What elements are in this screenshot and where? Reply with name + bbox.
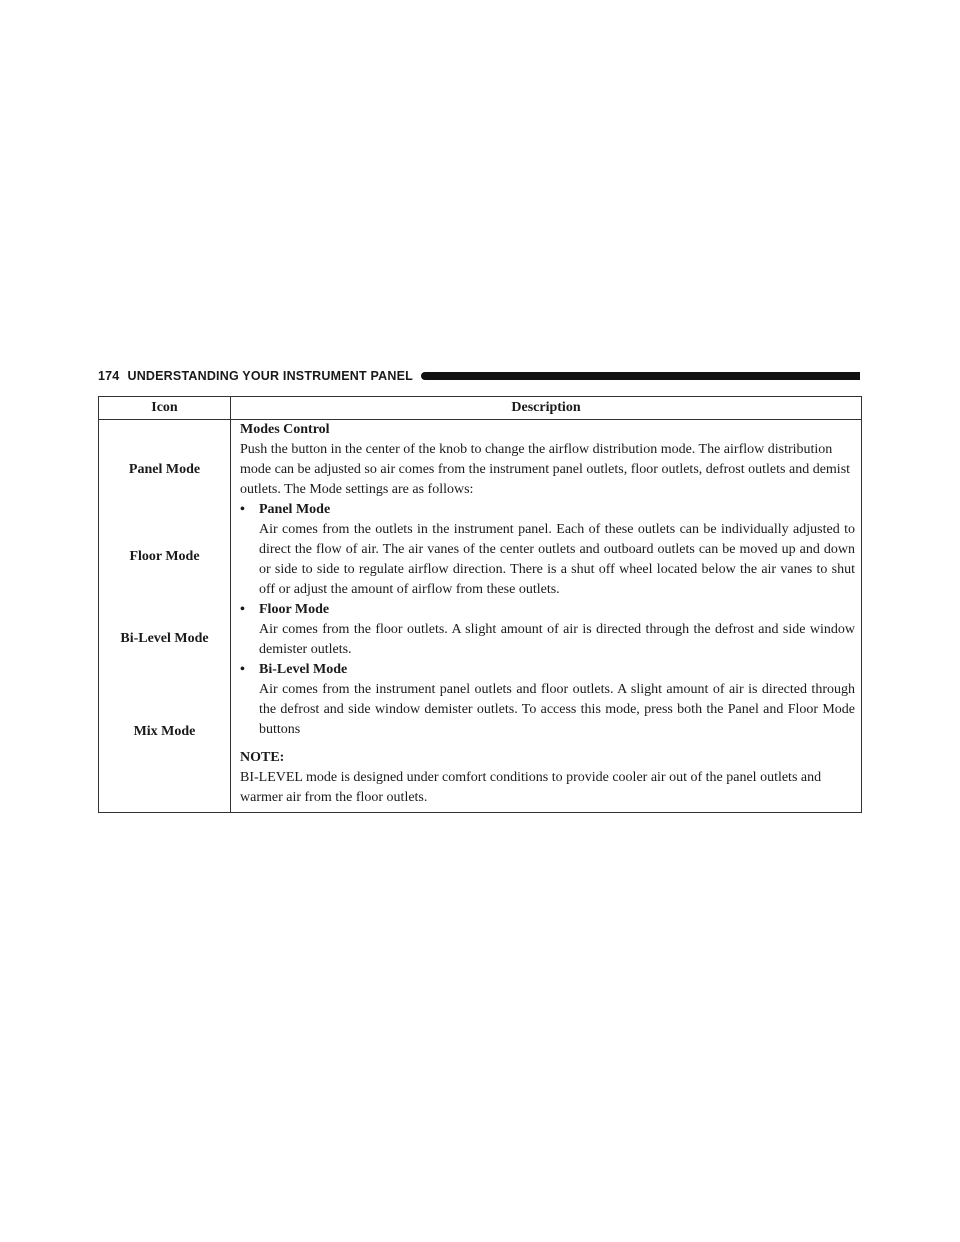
bullet: • <box>240 502 245 517</box>
mode-description: Air comes from the outlets in the instrument panel. Each of these outlets can be individually adjusted to direct the flow of air. The air vanes of the center outlets and outboard outlets can be moved up and down or side to side to regulate airflow direction. There is a shut off wheel located below the air vanes to shut off or adjust the amount of airflow from these outlets. <box>259 522 855 597</box>
page-number: 174 <box>98 369 120 383</box>
modes-table <box>98 396 862 813</box>
note-text: BI-LEVEL mode is designed under comfort conditions to provide cooler air out of the panel outlets and warmer air from the floor outlets. <box>240 770 822 805</box>
bullet: • <box>240 602 245 617</box>
table-header-row <box>99 397 862 420</box>
page-header <box>98 366 860 386</box>
icon-label-floor-mode: Floor Mode <box>129 549 200 564</box>
header-rule <box>421 372 860 380</box>
modes-control-intro: Push the button in the center of the knob to change the airflow distribution mode. The airflow distribution mode can be adjusted so air comes from the instrument panel outlets, floor outlets, defrost outlets and demist outlets. The Mode settings are as follows: <box>240 442 851 497</box>
list-item <box>240 600 855 660</box>
icon-label-bi-level-mode: Bi-Level Mode <box>120 631 209 646</box>
section-title: UNDERSTANDING YOUR INSTRUMENT PANEL <box>127 369 413 383</box>
list-item <box>240 500 855 600</box>
column-header-icon: Icon <box>99 397 231 420</box>
mode-description: Air comes from the instrument panel outlets and floor outlets. A slight amount of air is directed through the defrost and side window demister outlets. To access this mode, press both the Panel and Floor Mode buttons <box>259 682 855 737</box>
icon-label-mix-mode: Mix Mode <box>133 724 196 739</box>
bullet: • <box>240 662 245 677</box>
mode-name: Floor Mode <box>259 602 330 617</box>
modes-control-title: Modes Control <box>240 422 330 437</box>
note-title: NOTE: <box>240 750 285 765</box>
icon-cell <box>99 420 231 813</box>
mode-name: Bi-Level Mode <box>259 662 348 677</box>
mode-description: Air comes from the floor outlets. A slight amount of air is directed through the defrost and side window demister outlets. <box>259 622 855 657</box>
table-row <box>99 420 862 813</box>
mode-name: Panel Mode <box>259 502 331 517</box>
list-item <box>240 660 855 740</box>
icon-label-panel-mode: Panel Mode <box>128 462 201 477</box>
description-cell <box>231 420 862 813</box>
column-header-description: Description <box>231 397 862 420</box>
